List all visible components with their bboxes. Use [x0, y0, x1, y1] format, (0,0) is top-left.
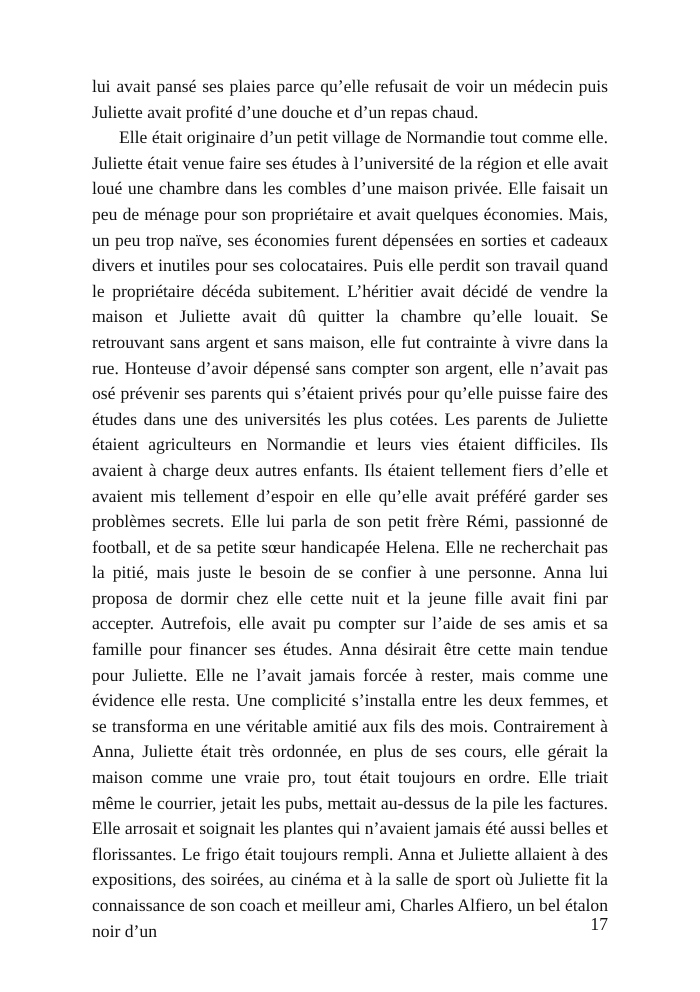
paragraph-continuation: lui avait pansé ses plaies parce qu’elle refusait de voir un médecin puis Juliette avait profité d’une douche et d’un repas chaud.	[92, 76, 608, 122]
body-text	[92, 74, 608, 944]
paragraph-juliette-story: Elle était originaire d’un petit village de Normandie tout comme elle. Juliette était venue faire ses études à l’université de la région et elle avait loué une chambre dans les combles d’une maison privée. Elle faisait un peu de ménage pour son propriétaire et avait quelques économies. Mais, un peu trop naïve, ses économies furent dépensées en sorties et cadeaux divers et inutiles pour ses colocataires. Puis elle perdit son travail quand le propriétaire décéda subitement. L’héritier avait décidé de vendre la maison et Juliette avait dû quitter la chambre qu’elle louait. Se retrouvant sans argent et sans maison, elle fut contrainte à vivre dans la rue. Honteuse d’avoir dépensé sans compter son argent, elle n’avait pas osé prévenir ses parents qui s’étaient privés pour qu’elle puisse faire des études dans une des universités les plus cotées. Les parents de Juliette étaient agriculteurs en Normandie et leurs vies étaient difficiles. Ils avaient à charge deux autres enfants. Ils étaient tellement fiers d’elle et avaient mis tellement d’espoir en elle qu’elle avait préféré garder ses problèmes secrets. Elle lui parla de son petit frère Rémi, passionné de football, et de sa petite sœur handicapée Helena. Elle ne recherchait pas la pitié, mais juste le besoin de se confier à une personne. Anna lui proposa de dormir chez elle cette nuit et la jeune fille avait fini par accepter. Autrefois, elle avait pu compter sur l’aide de ses amis et sa famille pour financer ses études. Anna désirait être cette main tendue pour Juliette. Elle ne l’avait jamais forcée à rester, mais comme une évidence elle resta. Une complicité s’installa entre les deux femmes, et se transforma en une véritable amitié aux fils des mois. Contrairement à Anna, Juliette était très ordonnée, en plus de ses cours, elle gérait la maison comme une vraie pro, tout était toujours en ordre. Elle triait même le courrier, jetait les pubs, mettait au-dessus de la pile les factures. Elle arrosait et soignait les plantes qui n’avaient jamais été aussi belles et florissantes. Le frigo était toujours rempli. Anna et Juliette allaient à des expositions, des soirées, au cinéma et à la salle de sport où Juliette fit la connaissance de son coach et meilleur ami, Charles Alfiero, un bel étalon noir d’un	[92, 127, 608, 941]
page-number: 17	[590, 914, 608, 934]
